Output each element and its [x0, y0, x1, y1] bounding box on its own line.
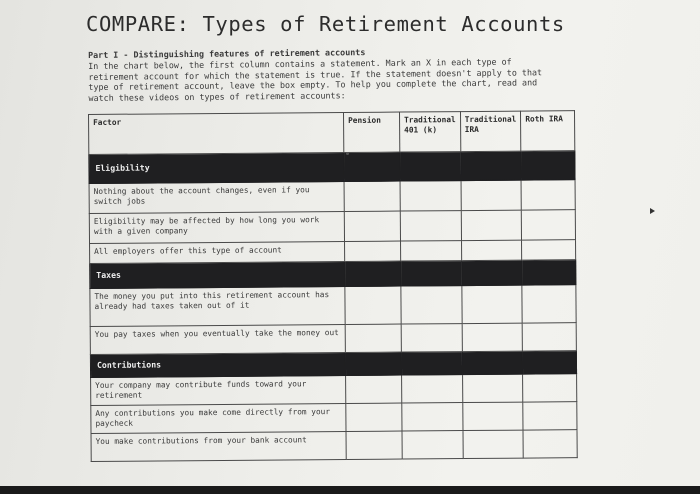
pension-checkbox-cell[interactable]: [346, 403, 402, 431]
table-row: [91, 402, 577, 434]
statement-cell: You pay taxes when you eventually take the money out: [90, 324, 345, 354]
table-row: [90, 285, 577, 327]
traditional-ira-checkbox-cell[interactable]: [461, 210, 522, 240]
stray-mark: [346, 152, 349, 155]
traditional-ira-checkbox-cell[interactable]: [463, 430, 524, 458]
header-roth-ira: Roth IRA: [521, 111, 575, 151]
roth-ira-checkbox-cell[interactable]: [522, 210, 576, 240]
part-label: Part I - Distinguishing features of retirement accounts: [88, 47, 366, 60]
statement-cell: You make contributions from your bank account: [91, 431, 346, 461]
statement-cell: Eligibility may be affected by how long you work with a given company: [89, 211, 344, 243]
statement-cell: All employers offer this type of account: [90, 241, 345, 263]
traditional-ira-checkbox-cell[interactable]: [462, 374, 523, 402]
traditional-401k-checkbox-cell[interactable]: [401, 324, 462, 352]
instructions-text: In the chart below, the first column contains a statement. Mark an X in each type of retirement account for which the statement is true. If the statement doesn't apply to that type of retirement account, leave the box empty. To help you complete the chart, read and watch these videos on types of retirement accounts:: [88, 56, 543, 104]
traditional-ira-checkbox-cell[interactable]: [461, 240, 522, 260]
header-traditional-ira: Traditional IRA: [460, 111, 521, 151]
section-label: Contributions: [90, 352, 345, 377]
traditional-401k-checkbox-cell[interactable]: [402, 375, 463, 403]
header-factor: Factor: [89, 112, 344, 154]
traditional-ira-checkbox-cell[interactable]: [461, 180, 522, 210]
traditional-ira-checkbox-cell[interactable]: [461, 285, 522, 323]
table-row: [89, 210, 576, 244]
roth-ira-checkbox-cell[interactable]: [523, 374, 577, 402]
traditional-401k-checkbox-cell[interactable]: [402, 431, 463, 459]
header-pension: Pension: [343, 112, 399, 152]
traditional-401k-checkbox-cell[interactable]: [400, 211, 461, 241]
instructions-block: [88, 45, 559, 104]
pension-checkbox-cell[interactable]: [346, 431, 402, 459]
pension-checkbox-cell[interactable]: [344, 211, 400, 241]
pension-checkbox-cell[interactable]: [346, 375, 402, 403]
screen-bottom-edge: [0, 486, 700, 494]
traditional-ira-checkbox-cell[interactable]: [462, 402, 523, 430]
statement-cell: Your company may contribute funds toward your retirement: [91, 375, 346, 405]
roth-ira-checkbox-cell[interactable]: [523, 430, 577, 458]
traditional-401k-checkbox-cell[interactable]: [401, 241, 462, 261]
section-taxes: [90, 260, 576, 289]
roth-ira-checkbox-cell[interactable]: [522, 285, 576, 323]
statement-cell: Any contributions you make come directly from your paycheck: [91, 403, 346, 433]
table-row: [90, 323, 576, 355]
traditional-401k-checkbox-cell[interactable]: [401, 286, 462, 324]
comparison-worksheet: [88, 110, 578, 462]
pension-checkbox-cell[interactable]: [345, 286, 401, 324]
header-row: [89, 111, 576, 155]
roth-ira-checkbox-cell[interactable]: [522, 323, 576, 351]
table-row: [89, 180, 576, 214]
table-row: [91, 374, 577, 406]
traditional-ira-checkbox-cell[interactable]: [462, 323, 523, 351]
statement-cell: Nothing about the account changes, even if you switch jobs: [89, 181, 344, 213]
mouse-pointer-icon: [650, 208, 655, 214]
section-label: Taxes: [90, 261, 345, 288]
pension-checkbox-cell[interactable]: [345, 324, 401, 352]
page-title: COMPARE: Types of Retirement Accounts: [86, 12, 565, 36]
section-label: Eligibility: [89, 152, 344, 183]
pension-checkbox-cell[interactable]: [344, 181, 400, 211]
section-eligibility: [89, 151, 575, 184]
comparison-table: [88, 110, 578, 462]
statement-cell: The money you put into this retirement account has already had taxes taken out of it: [90, 286, 345, 326]
header-traditional-401k: Traditional 401 (k): [399, 112, 460, 152]
traditional-401k-checkbox-cell[interactable]: [400, 181, 461, 211]
roth-ira-checkbox-cell[interactable]: [521, 180, 575, 210]
traditional-401k-checkbox-cell[interactable]: [402, 403, 463, 431]
pension-checkbox-cell[interactable]: [345, 241, 401, 261]
roth-ira-checkbox-cell[interactable]: [522, 240, 576, 260]
roth-ira-checkbox-cell[interactable]: [523, 402, 577, 430]
table-row: [91, 430, 577, 462]
